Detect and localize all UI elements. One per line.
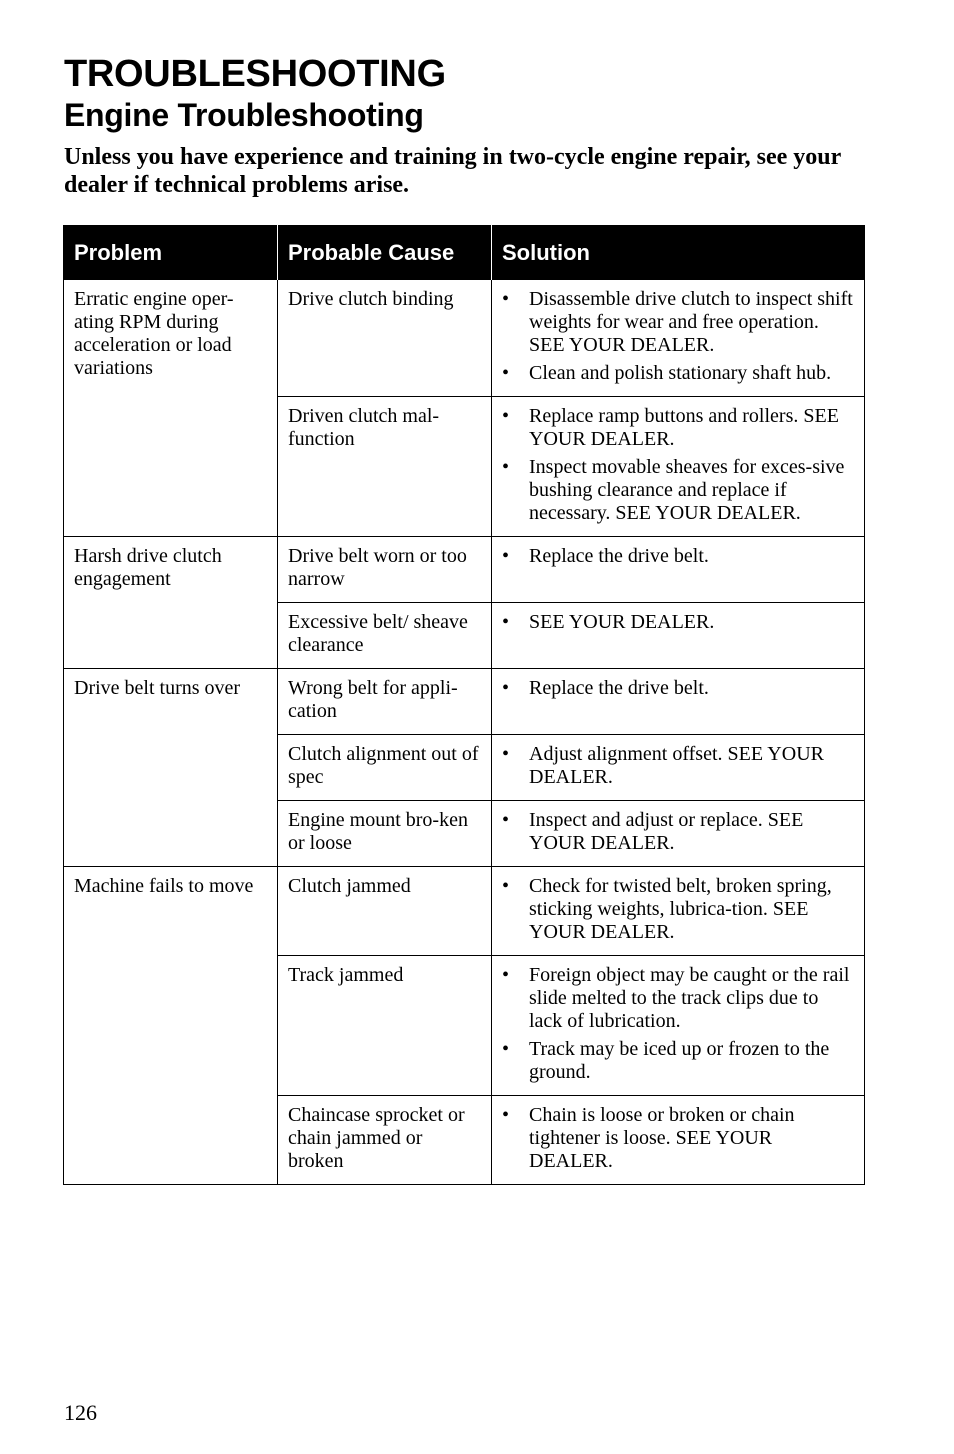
table-row (64, 867, 865, 956)
solution-cell (492, 280, 865, 397)
cause-cell: Clutch alignment out of spec (278, 735, 492, 801)
cause-cell: Track jammed (278, 956, 492, 1096)
cause-cell: Clutch jammed (278, 867, 492, 956)
solution-cell (492, 669, 865, 735)
solution-cell (492, 397, 865, 537)
solution-cell (492, 867, 865, 956)
solution-item: • Inspect movable sheaves for exces-sive bushing clearance and replace if necessary. SEE YOUR DEALER. (502, 456, 854, 525)
cause-cell: Chaincase sprocket or chain jammed or broken (278, 1096, 492, 1185)
problem-cell: Harsh drive clutch engagement (64, 537, 278, 669)
solution-cell (492, 735, 865, 801)
cause-cell: Engine mount bro-ken or loose (278, 801, 492, 867)
solution-cell (492, 1096, 865, 1185)
table-header-row (64, 225, 865, 280)
cause-cell: Wrong belt for appli-cation (278, 669, 492, 735)
solution-item: • Foreign object may be caught or the rail slide melted to the track clips due to lack of lubrication. (502, 964, 854, 1033)
section-title: Engine Troubleshooting (64, 97, 424, 133)
page-title: TROUBLESHOOTING (64, 53, 446, 95)
cause-cell: Driven clutch mal-function (278, 397, 492, 537)
cause-cell: Excessive belt/ sheave clearance (278, 603, 492, 669)
solution-item: • Disassemble drive clutch to inspect shift weights for wear and free operation. SEE YOUR DEALER. (502, 288, 854, 357)
solution-item: • Inspect and adjust or replace. SEE YOUR DEALER. (502, 809, 854, 855)
problem-cell: Drive belt turns over (64, 669, 278, 867)
cause-cell: Drive clutch binding (278, 280, 492, 397)
solution-cell (492, 956, 865, 1096)
solution-cell (492, 603, 865, 669)
cause-cell: Drive belt worn or too narrow (278, 537, 492, 603)
header-problem: Problem (64, 225, 278, 280)
solution-item: • Clean and polish stationary shaft hub. (502, 362, 854, 385)
table-row (64, 537, 865, 603)
solution-item: • Replace ramp buttons and rollers. SEE YOUR DEALER. (502, 405, 854, 451)
solution-item: • SEE YOUR DEALER. (502, 611, 854, 634)
header-solution: Solution (492, 225, 865, 280)
solution-item: • Adjust alignment offset. SEE YOUR DEALER. (502, 743, 854, 789)
table-row (64, 669, 865, 735)
solution-cell (492, 537, 865, 603)
page-number: 126 (64, 1400, 97, 1425)
solution-item: • Check for twisted belt, broken spring, sticking weights, lubrica-tion. SEE YOUR DEALER. (502, 875, 854, 944)
solution-item: • Track may be iced up or frozen to the ground. (502, 1038, 854, 1084)
problem-cell: Machine fails to move (64, 867, 278, 1185)
solution-item: • Replace the drive belt. (502, 677, 854, 700)
solution-cell (492, 801, 865, 867)
problem-cell: Erratic engine oper-ating RPM during acceleration or load variations (64, 280, 278, 537)
troubleshooting-table (63, 225, 865, 1185)
intro-warning: Unless you have experience and training in two-cycle engine repair, see your dealer if technical problems arise. (64, 144, 841, 198)
solution-item: • Chain is loose or broken or chain tightener is loose. SEE YOUR DEALER. (502, 1104, 854, 1173)
solution-item: • Replace the drive belt. (502, 545, 854, 568)
header-probable-cause: Probable Cause (278, 225, 492, 280)
table-row (64, 280, 865, 397)
